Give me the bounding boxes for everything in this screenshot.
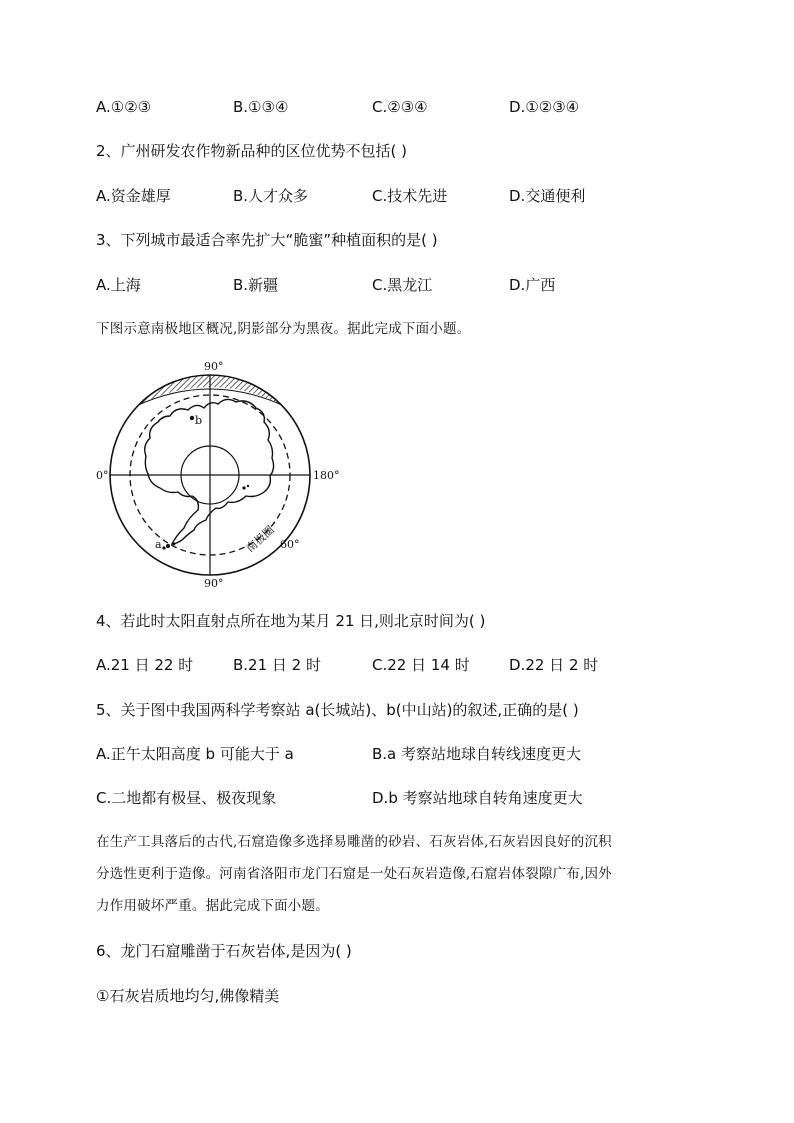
label-b: b bbox=[195, 414, 203, 427]
map-intro: 下图示意南极地区概况,阴影部分为黑夜。据此完成下面小题。 bbox=[96, 321, 471, 337]
q5-option-d: D.b 考察站地球自转角速度更大 bbox=[372, 789, 583, 807]
q3-text: 3、下列城市最适合率先扩大“脆蜜”种植面积的是( ) bbox=[96, 231, 438, 249]
q2-option-d: D.交通便利 bbox=[509, 187, 586, 205]
q3-option-d: D.广西 bbox=[509, 276, 556, 294]
q2-option-a: A.资金雄厚 bbox=[96, 187, 171, 205]
q4-option-b: B.21 日 2 时 bbox=[233, 656, 321, 674]
q2-option-b: B.人才众多 bbox=[233, 187, 309, 205]
label-bottom-90: 90° bbox=[204, 577, 224, 590]
q5-option-a: A.正午太阳高度 b 可能大于 a bbox=[96, 745, 294, 763]
q3-option-a: A.上海 bbox=[96, 276, 141, 294]
station-b-dot bbox=[190, 416, 194, 420]
q1-option-d: D.①②③④ bbox=[509, 98, 580, 116]
q4-option-d: D.22 日 2 时 bbox=[509, 656, 599, 674]
label-180: 180° bbox=[313, 469, 340, 482]
label-60: 60° bbox=[280, 538, 300, 551]
q4-text: 4、若此时太阳直射点所在地为某月 21 日,则北京时间为( ) bbox=[96, 612, 486, 630]
label-a: a bbox=[155, 538, 162, 551]
q5-option-c: C.二地都有极昼、极夜现象 bbox=[96, 789, 277, 807]
q5-text: 5、关于图中我国两科学考察站 a(长城站)、b(中山站)的叙述,正确的是( ) bbox=[96, 701, 579, 719]
intro2-line3: 力作用破坏严重。据此完成下面小题。 bbox=[96, 898, 329, 914]
label-antarctic-circle: 南极圈 bbox=[243, 523, 277, 556]
q2-text: 2、广州研发农作物新品种的区位优势不包括( ) bbox=[96, 142, 408, 160]
q1-option-b: B.①③④ bbox=[233, 98, 289, 116]
label-0: 0° bbox=[96, 469, 109, 482]
q1-option-a: A.①②③ bbox=[96, 98, 152, 116]
intro2-line1: 在生产工具落后的古代,石窟造像多选择易雕凿的砂岩、石灰岩体,石灰岩因良好的沉积 bbox=[96, 834, 612, 850]
antarctica-map bbox=[96, 358, 346, 590]
antarctica-outline bbox=[145, 399, 274, 544]
q4-option-c: C.22 日 14 时 bbox=[372, 656, 470, 674]
q6-item1: ①石灰岩质地均匀,佛像精美 bbox=[96, 987, 280, 1005]
q1-option-c: C.②③④ bbox=[372, 98, 428, 116]
q3-option-b: B.新疆 bbox=[233, 276, 279, 294]
label-top-90: 90° bbox=[204, 360, 224, 373]
q3-option-c: C.黑龙江 bbox=[372, 276, 433, 294]
q4-option-a: A.21 日 22 时 bbox=[96, 656, 194, 674]
intro2-line2: 分选性更利于造像。河南省洛阳市龙门石窟是一处石灰岩造像,石窟岩体裂隙广布,因外 bbox=[96, 866, 612, 882]
q2-option-c: C.技术先进 bbox=[372, 187, 448, 205]
q5-option-b: B.a 考察站地球自转线速度更大 bbox=[372, 745, 582, 763]
q6-text: 6、龙门石窟雕凿于石灰岩体,是因为( ) bbox=[96, 942, 352, 960]
